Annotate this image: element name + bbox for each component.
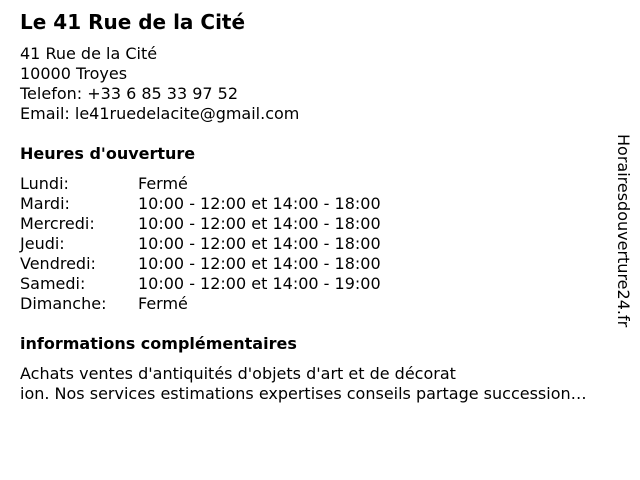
hours-row (20, 274, 381, 294)
day-hours: 10:00 - 12:00 et 14:00 - 18:00 (138, 234, 381, 253)
info-heading: informations complémentaires (20, 334, 297, 353)
day-hours: 10:00 - 12:00 et 14:00 - 18:00 (138, 214, 381, 233)
day-hours: 10:00 - 12:00 et 14:00 - 18:00 (138, 194, 381, 213)
day-label: Mercredi: (20, 214, 95, 233)
day-label: Vendredi: (20, 254, 96, 273)
hours-row (20, 234, 381, 254)
day-label: Jeudi: (20, 234, 65, 253)
business-name: Le 41 Rue de la Cité (20, 10, 246, 34)
day-hours: Fermé (138, 294, 188, 313)
day-label: Lundi: (20, 174, 69, 193)
hours-row (20, 214, 381, 234)
contact-block (20, 44, 299, 124)
hours-heading: Heures d'ouverture (20, 144, 196, 163)
info-line-2: ion. Nos services estimations expertises conseils partage succession… (20, 384, 587, 403)
day-label: Mardi: (20, 194, 70, 213)
day-hours: Fermé (138, 174, 188, 193)
hours-row (20, 254, 381, 274)
email-address[interactable]: Email: le41ruedelacite@gmail.com (20, 104, 300, 123)
day-hours: 10:00 - 12:00 et 14:00 - 19:00 (138, 274, 381, 293)
hours-row (20, 294, 381, 314)
site-watermark: Horairesdouverture24.fr (614, 134, 633, 328)
info-line-1: Achats ventes d'antiquités d'objets d'art et de décorat (20, 364, 456, 383)
day-label: Samedi: (20, 274, 86, 293)
day-hours: 10:00 - 12:00 et 14:00 - 18:00 (138, 254, 381, 273)
hours-table (20, 174, 381, 314)
hours-row (20, 174, 381, 194)
day-label: Dimanche: (20, 294, 107, 313)
info-text (20, 364, 640, 404)
phone-number[interactable]: Telefon: +33 6 85 33 97 52 (20, 84, 239, 103)
hours-row (20, 194, 381, 214)
address-line-2: 10000 Troyes (20, 64, 128, 83)
address-line-1: 41 Rue de la Cité (20, 44, 158, 63)
